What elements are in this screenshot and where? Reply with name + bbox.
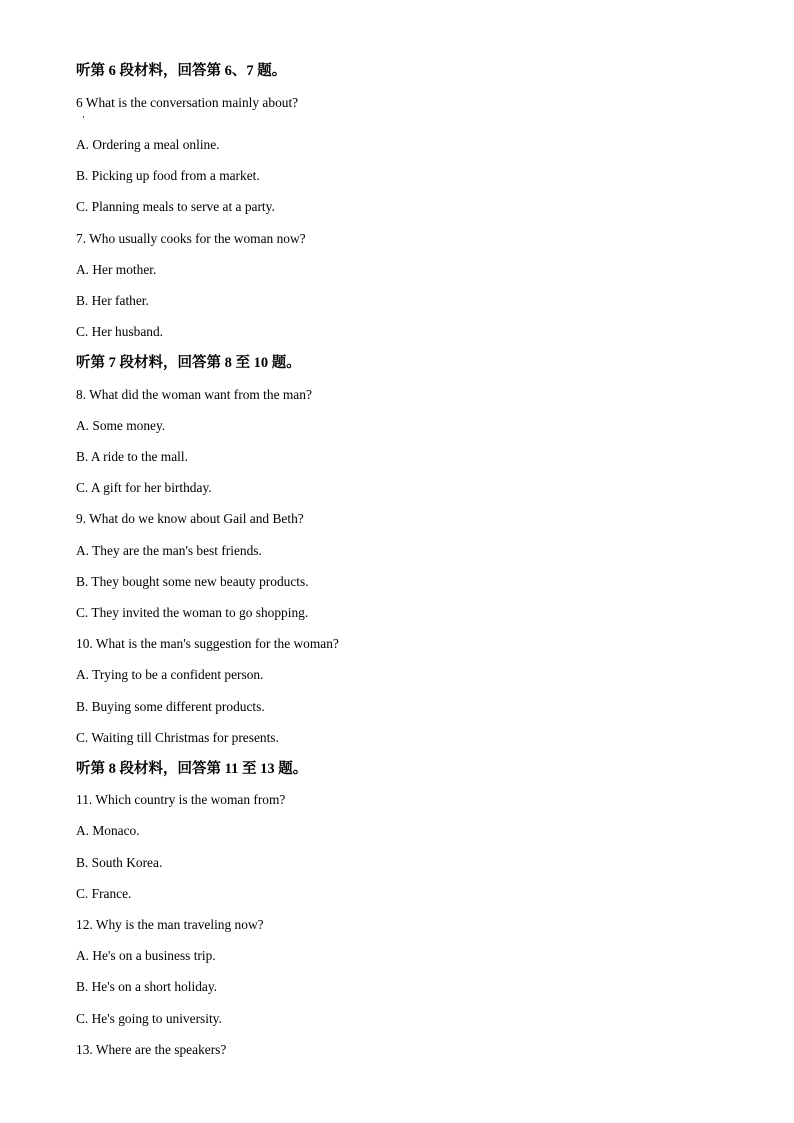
answer-option: B. They bought some new beauty products. xyxy=(76,574,309,589)
answer-option: A. Some money. xyxy=(76,418,166,433)
question-text: 10. What is the man's suggestion for the woman? xyxy=(76,636,339,651)
question-text: 8. What did the woman want from the man? xyxy=(76,387,312,402)
answer-option: C. Waiting till Christmas for presents. xyxy=(76,730,279,745)
section-heading: 听第 7 段材料，回答第 8 至 10 题。 xyxy=(76,355,301,371)
answer-option: C. A gift for her birthday. xyxy=(76,480,212,495)
answer-option: C. They invited the woman to go shopping. xyxy=(76,605,309,620)
answer-option: A. They are the man's best friends. xyxy=(76,543,262,558)
section-heading: 听第 8 段材料，回答第 11 至 13 题。 xyxy=(76,761,308,777)
answer-option: A. Ordering a meal online. xyxy=(76,137,220,152)
answer-option: B. Picking up food from a market. xyxy=(76,168,260,183)
question-text: 13. Where are the speakers? xyxy=(76,1042,227,1057)
answer-option: B. He's on a short holiday. xyxy=(76,979,218,994)
answer-option: C. Planning meals to serve at a party. xyxy=(76,199,275,214)
answer-option: B. Buying some different products. xyxy=(76,699,265,714)
answer-option: A. Monaco. xyxy=(76,823,140,838)
answer-option: A. Trying to be a confident person. xyxy=(76,667,264,682)
answer-option: C. Her husband. xyxy=(76,324,164,339)
question-text: 12. Why is the man traveling now? xyxy=(76,917,264,932)
stray-mark xyxy=(83,116,84,118)
answer-option: A. Her mother. xyxy=(76,262,157,277)
answer-option: B. A ride to the mall. xyxy=(76,449,188,464)
answer-option: B. South Korea. xyxy=(76,855,163,870)
section-heading: 听第 6 段材料，回答第 6、7 题。 xyxy=(76,63,287,79)
answer-option: B. Her father. xyxy=(76,293,149,308)
answer-option: A. He's on a business trip. xyxy=(76,948,216,963)
question-text: 6 What is the conversation mainly about? xyxy=(76,95,299,110)
question-text: 7. Who usually cooks for the woman now? xyxy=(76,231,306,246)
question-text: 11. Which country is the woman from? xyxy=(76,792,286,807)
answer-option: C. France. xyxy=(76,886,132,901)
answer-option: C. He's going to university. xyxy=(76,1011,222,1026)
question-text: 9. What do we know about Gail and Beth? xyxy=(76,511,304,526)
